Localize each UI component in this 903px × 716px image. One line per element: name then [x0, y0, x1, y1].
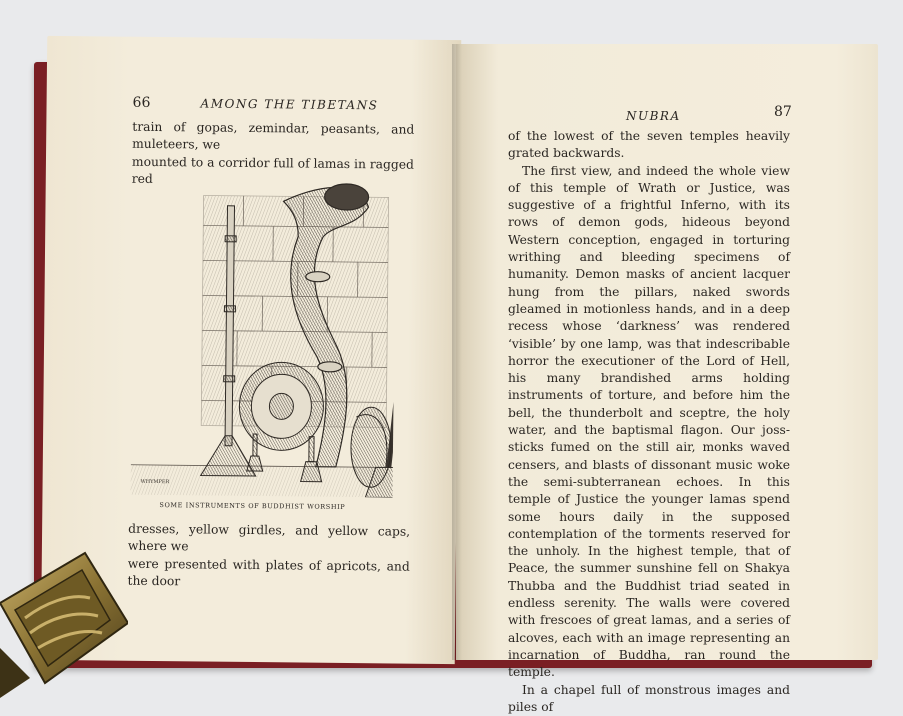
right-paragraph-3: In a chapel full of monstrous images and piles of	[508, 682, 790, 716]
right-running-head: NUBRA	[626, 109, 681, 123]
right-body-text	[508, 128, 790, 716]
right-paragraph-1: of the lowest of the seven temples heavily grated backwards.	[508, 128, 790, 163]
left-top-line-1: train of gopas, zemindar, peasants, and muleteers, we	[132, 119, 414, 157]
book-gutter-shadow	[452, 44, 462, 660]
right-paragraph-2: The first view, and indeed the whole view of this temple of Wrath or Justice, was suggestive of a frightful Inferno, with its rows of demon gods, hideous beyond Western conception, engaged in torturing writhing and bleeding specimens of humanity. Demon masks of ancient lacquer hung from the pillars, naked swords gleamed in motionless hands, and in a deep recess whose ‘darkness’ was rendered ‘visible’ by one lamp, was that indescribable horror the executioner of the Lord of Hell, his many brandished arms holding instruments of torture, and before him the bell, the thunderbolt and sceptre, the holy water, and the baptismal flagon. Our joss-sticks fumed on the still air, monks waved censers, and blasts of dissonant music woke the semi-subterranean echoes. In this temple of Justice the younger lamas spend some hours daily in the supposed contemplation of the torments reserved for the unholy. In the highest temple, that of Peace, the summer sunshine fell on Shakya Thubba and the Buddhist triad seated in endless serenity. The walls were covered with frescoes of great lamas, and a series of alcoves, each with an image representing an incarnation of Buddha, ran round the temple.	[508, 163, 790, 682]
figure-caption: SOME INSTRUMENTS OF BUDDHIST WORSHIP	[102, 500, 402, 511]
left-page-number: 66	[132, 95, 150, 111]
right-page	[456, 44, 878, 660]
buddhist-instruments-engraving	[130, 165, 395, 498]
brass-book-weight	[0, 548, 128, 698]
second-cymbal	[351, 407, 392, 487]
left-running-head: AMONG THE TIBETANS	[201, 96, 379, 112]
left-bottom-text	[127, 521, 410, 593]
svg-text:WHYMPER: WHYMPER	[141, 479, 170, 485]
right-page-number: 87	[774, 104, 792, 120]
left-bottom-line-2: were presented with plates of apricots, and the door	[127, 555, 409, 593]
left-bottom-line-1: dresses, yellow girdles, and yellow caps, where we	[128, 521, 410, 559]
left-top-line-2: mounted to a corridor full of lamas in ragged red	[132, 153, 414, 191]
